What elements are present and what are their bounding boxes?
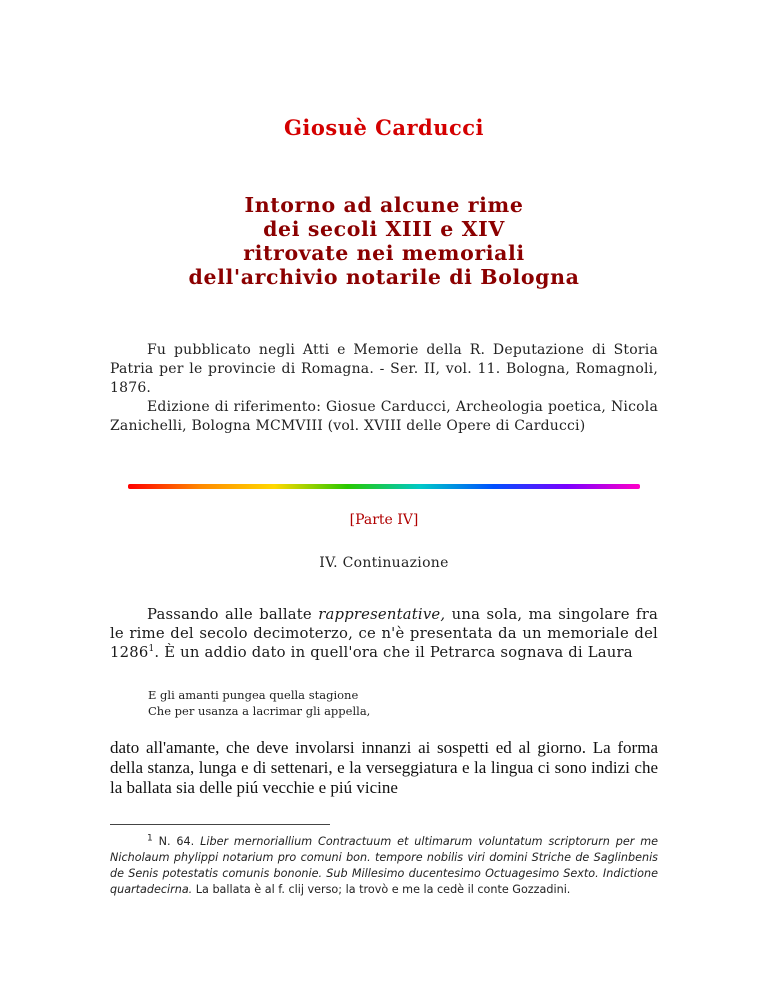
body-paragraph-continued: dato all'amante, che deve involarsi innanzi ai sospetti ed al giorno. La forma della stanza, lunga e di settenari, e la verseggiatura e la lingua ci sono indizi che la ballata sia delle piú vecchie e piú vicine [110,738,658,797]
publication-note [110,341,658,436]
footnote-reference[interactable]: 1 [148,644,155,655]
footnote-mark: 1 [147,833,153,844]
title-line: dell'archivio notarile di Bologna [188,265,580,289]
body-emphasis: rappresentative, [318,606,446,623]
footnote [110,834,658,898]
body-text: una sola, ma singolare fra le rime del secolo decimoterzo, ce n'è presentata da un memoriale del 1286 [110,606,658,661]
footnote-separator [110,824,330,825]
part-label: [Parte IV] [349,512,419,528]
title-line: ritrovate nei memoriali [243,241,525,265]
verse-line: E gli amanti pungea quella stagione [148,688,359,702]
footnote-emphasis: Liber mernoriallium Contractuum et ultimarum voluntatum scriptorurn per me Nicholaum phylippi notarium pro comuni bon. tempore nobilis viri domini Striche de Saglinbenis de Senis potestatis comunis bononie. Sub Millesimo ducentesimo Octuagesimo Sexto. Indictione quartadecirna. [110,835,658,896]
author-name: Giosuè Carducci [283,115,485,140]
title-line: dei secoli XIII e XIV [263,217,505,241]
title-line: Intorno ad alcune rime [244,193,524,217]
verse-line: Che per usanza a lacrimar gli appella, [148,704,371,718]
body-text: Passando alle ballate [147,606,319,623]
body-paragraph [110,605,658,662]
section-heading: IV. Continuazione [319,555,449,571]
footnote-text: N. 64. [158,835,201,848]
rainbow-divider [128,484,640,489]
body-text: . È un addio dato in quell'ora che il Petrarca sognava di Laura [154,644,633,661]
publication-info: Fu pubblicato negli Atti e Memorie della R. Deputazione di Storia Patria per le provincie di Romagna. - Ser. II, vol. 11. Bologna, Romagnoli, 1876. [110,342,658,396]
reference-edition: Edizione di riferimento: Giosue Carducci, Archeologia poetica, Nicola Zanichelli, Bologna MCMVIII (vol. XVIII delle Opere di Carducci) [110,399,658,434]
document-title [0,193,768,289]
verse-quote [148,687,370,719]
footnote-text: La ballata è al f. clij verso; la trovò e me la cedè il conte Gozzadini. [192,883,571,896]
